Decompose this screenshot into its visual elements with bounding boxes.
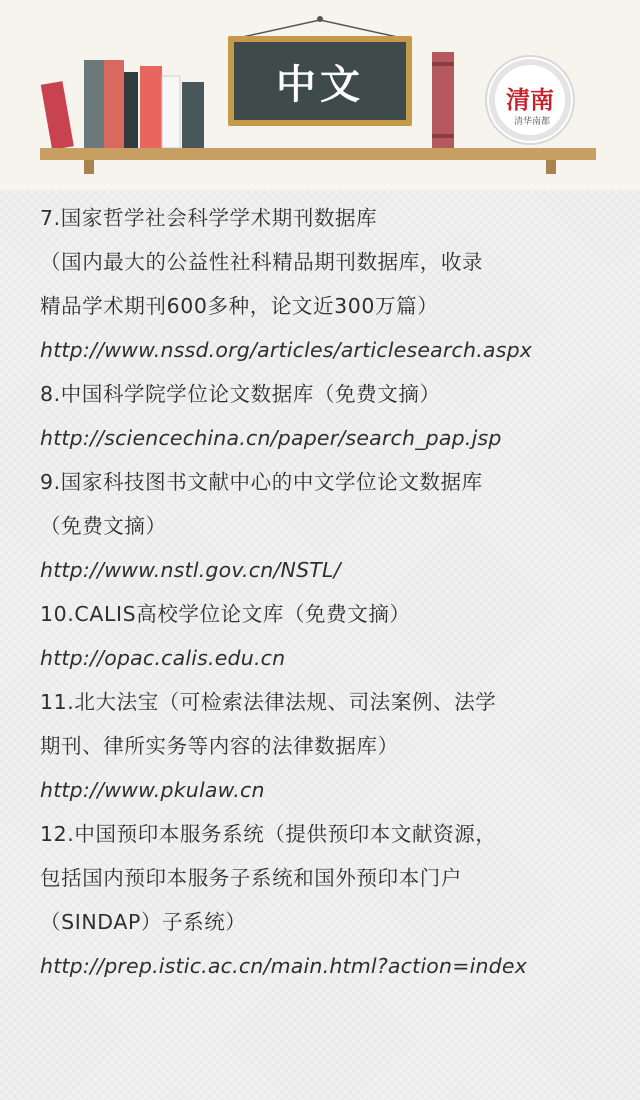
entry-url-link[interactable]: http://opac.calis.edu.cn — [40, 646, 286, 670]
entry-text-line: 8.中国科学院学位论文数据库（免费文摘） — [40, 382, 441, 406]
entry-text-line: 11.北大法宝（可检索法律法规、司法案例、法学 — [40, 690, 497, 714]
entry-text-line: 包括国内预印本服务子系统和国外预印本门户 — [40, 866, 462, 890]
book-icon — [162, 76, 180, 148]
logo-text: 清南 — [506, 85, 554, 114]
database-list — [40, 196, 620, 988]
book-icon — [140, 66, 162, 148]
list-item — [40, 460, 620, 592]
entry-text-line: 精品学术期刊600多种，论文近300万篇） — [40, 294, 439, 318]
entry-text-line: 10.CALIS高校学位论文库（免费文摘） — [40, 602, 411, 626]
entry-text-line: 9.国家科技图书文献中心的中文学位论文数据库 — [40, 470, 483, 494]
entry-url-link[interactable]: http://sciencechina.cn/paper/search_pap.jsp — [40, 426, 502, 450]
book-icon — [124, 72, 138, 148]
entry-url-link[interactable]: http://www.nstl.gov.cn/NSTL/ — [40, 558, 341, 582]
entry-text-line: 期刊、律所实务等内容的法律数据库） — [40, 734, 399, 758]
entry-url-link[interactable]: http://www.pkulaw.cn — [40, 778, 265, 802]
list-item — [40, 812, 620, 988]
entry-text-line: 7.国家哲学社会科学学术期刊数据库 — [40, 206, 378, 230]
book-icon — [41, 81, 74, 150]
board-title: 中文 — [276, 61, 364, 108]
entry-text-line: 12.中国预印本服务系统（提供预印本文献资源， — [40, 822, 497, 846]
entry-text-line: （SINDAP）子系统） — [40, 910, 247, 934]
entry-text-line: （国内最大的公益性社科精品期刊数据库，收录 — [40, 250, 484, 274]
book-icon — [104, 60, 124, 148]
book-icon — [182, 82, 204, 148]
logo-subtitle: 清华南都 — [513, 117, 550, 127]
list-item — [40, 372, 620, 460]
list-item — [40, 592, 620, 680]
list-item — [40, 196, 620, 372]
book-icon — [84, 60, 104, 148]
entry-url-link[interactable]: http://prep.istic.ac.cn/main.html?action=index — [40, 954, 528, 978]
entry-url-link[interactable]: http://www.nssd.org/articles/articlesearch.aspx — [40, 338, 533, 362]
shelf-icon — [40, 148, 596, 160]
header-banner — [0, 0, 640, 190]
book-icon — [432, 52, 454, 148]
entry-text-line: （免费文摘） — [40, 514, 167, 538]
list-item — [40, 680, 620, 812]
